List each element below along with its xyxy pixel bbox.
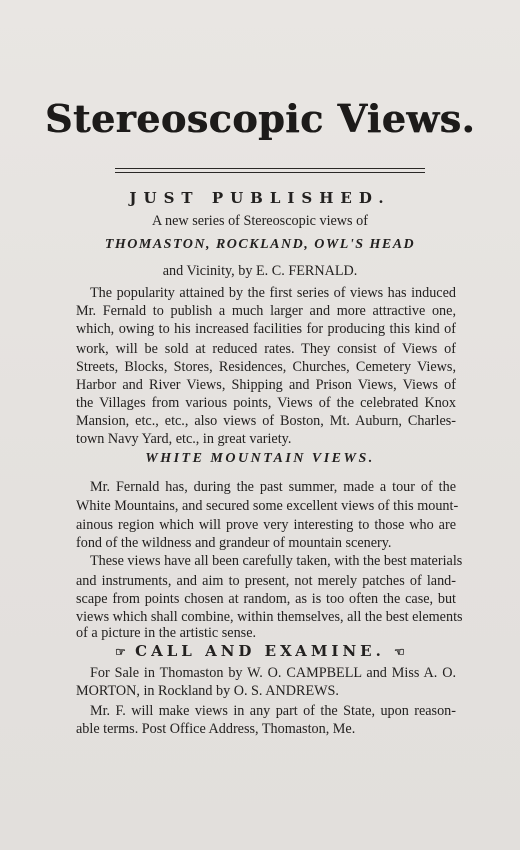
subtitle-just-published: JUST PUBLISHED. bbox=[129, 189, 391, 207]
para1-line: town Navy Yard, etc., in great variety. bbox=[76, 431, 292, 447]
pointing-hand-left-icon: ☜ bbox=[394, 645, 405, 659]
para1-line: which, owing to his increased facilities for producing this kind of bbox=[76, 321, 456, 337]
para3-line: and instruments, and aim to present, not merely patches of land- bbox=[76, 573, 456, 589]
para2-line: Mr. Fernald has, during the past summer, made a tour of the bbox=[90, 479, 456, 495]
title-rule-thin bbox=[115, 172, 425, 173]
para4-line: MORTON, in Rockland by O. S. ANDREWS. bbox=[76, 683, 339, 699]
title-rule-thick bbox=[115, 168, 425, 169]
call-and-examine bbox=[0, 642, 520, 661]
places-heading: THOMASTON, ROCKLAND, OWL'S HEAD bbox=[104, 237, 416, 252]
para2-line: fond of the wildness and grandeur of mountain scenery. bbox=[76, 535, 392, 551]
call-and-examine-text: CALL AND EXAMINE. bbox=[135, 642, 385, 660]
para3-line: These views have all been carefully taken, with the best materials bbox=[90, 553, 463, 569]
para1-line: The popularity attained by the first series of views has induced bbox=[90, 285, 456, 301]
para1-line: work, will be sold at reduced rates. They consist of Views of bbox=[76, 341, 456, 357]
para5-line: Mr. F. will make views in any part of the State, upon reason- bbox=[90, 703, 456, 719]
para2-line: ainous region which will prove very interesting to those who are bbox=[76, 517, 456, 533]
para1-line: Harbor and River Views, Shipping and Prison Views, Views of bbox=[76, 377, 456, 393]
intro-line: A new series of Stereoscopic views of bbox=[152, 213, 368, 229]
para1-line: the Villages from various points, Views of the celebrated Knox bbox=[76, 395, 456, 411]
page-title: Stereoscopic Views. bbox=[44, 96, 476, 141]
byline: and Vicinity, by E. C. FERNALD. bbox=[162, 263, 358, 279]
para1-line: Streets, Blocks, Stores, Residences, Churches, Cemetery Views, bbox=[76, 359, 456, 375]
pointing-hand-right-icon: ☞ bbox=[115, 645, 126, 659]
para1-line: Mansion, etc., etc., also views of Boston, Mt. Auburn, Charles- bbox=[76, 413, 456, 429]
white-mountain-heading: WHITE MOUNTAIN VIEWS. bbox=[145, 451, 375, 466]
para3-line: views which shall combine, within themselves, all the best elements bbox=[76, 609, 463, 625]
para3-line: of a picture in the artistic sense. bbox=[76, 625, 257, 641]
para3-line: scape from points chosen at random, as is too often the case, but bbox=[76, 591, 456, 607]
para5-line: able terms. Post Office Address, Thomaston, Me. bbox=[76, 721, 356, 737]
para4-line: For Sale in Thomaston by W. O. CAMPBELL and Miss A. O. bbox=[90, 665, 456, 681]
para2-line: White Mountains, and secured some excellent views of this mount- bbox=[76, 498, 459, 514]
para1-line: Mr. Fernald to publish a much larger and more attractive one, bbox=[76, 303, 456, 319]
